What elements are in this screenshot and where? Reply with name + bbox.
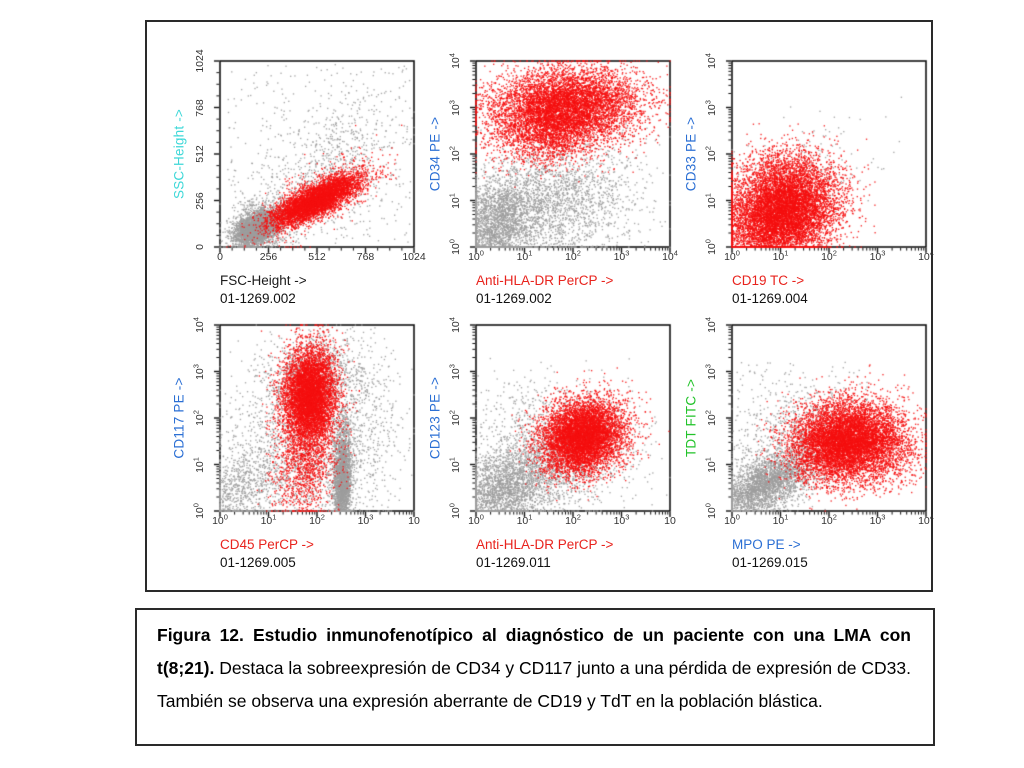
- x-tick-label: $10^1$: [772, 512, 789, 527]
- x-tick-label: $10^1$: [516, 512, 533, 527]
- plot-area: [171, 317, 420, 536]
- caption-bold-text: Figura 12. Estudio inmunofenotípico al diagnóstico de un paciente con una LMA con t(8;21).: [157, 625, 911, 678]
- y-tick-label: $10^2$: [703, 146, 718, 162]
- x-tick-label: $10^3$: [869, 248, 886, 263]
- x-tick-label: 10: [408, 515, 420, 527]
- file-id-label: 01-1269.005: [220, 555, 296, 570]
- x-tick-label: 256: [259, 251, 278, 263]
- x-tick-label: $10^1$: [260, 512, 277, 527]
- flow-plot-cd33-cd19: [679, 53, 934, 306]
- plot-area: [171, 49, 426, 272]
- y-axis-label: CD33 PE ->: [683, 116, 699, 192]
- y-tick-label: $10^3$: [447, 363, 462, 380]
- flow-plot-fsc-ssc: [167, 49, 426, 306]
- x-tick-label: 512: [308, 251, 326, 263]
- y-tick-label: $10^0$: [703, 503, 718, 519]
- x-tick-label: $10^3$: [613, 248, 630, 263]
- x-tick-label: $10^2$: [565, 512, 581, 527]
- x-tick-label: $10^4$: [918, 248, 934, 263]
- file-id-label: 01-1269.011: [476, 555, 551, 570]
- figure-caption: [135, 608, 935, 746]
- y-tick-label: $10^3$: [703, 363, 718, 380]
- y-tick-label: $10^3$: [447, 99, 462, 116]
- y-tick-label: $10^4$: [703, 317, 718, 333]
- x-tick-label: $10^4$: [662, 248, 678, 263]
- scatter-canvas: [469, 58, 675, 258]
- y-axis-label: TDT FITC ->: [683, 378, 699, 458]
- y-tick-label: $10^2$: [447, 410, 462, 426]
- flow-plot-cd123-hladr: [423, 317, 676, 570]
- scatter-canvas: [213, 322, 419, 522]
- x-tick-label: $10^3$: [613, 512, 630, 527]
- y-axis-label: CD117 PE ->: [171, 377, 187, 459]
- y-tick-label: $10^2$: [703, 410, 718, 426]
- x-tick-label: $10^2$: [821, 248, 837, 263]
- y-tick-label: $10^3$: [191, 363, 206, 380]
- y-tick-label: $10^1$: [447, 456, 462, 473]
- x-tick-label: $10^4$: [918, 512, 934, 527]
- x-tick-label: 1024: [402, 251, 426, 263]
- x-tick-label: $10^3$: [357, 512, 374, 527]
- x-axis-label: Anti-HLA-DR PerCP ->: [476, 273, 614, 288]
- x-tick-label: $10^2$: [821, 512, 837, 527]
- y-tick-label: $10^0$: [703, 239, 718, 255]
- y-tick-label: 1024: [194, 49, 206, 73]
- x-tick-label: $10^0$: [468, 248, 484, 263]
- y-tick-label: 0: [194, 244, 206, 250]
- y-tick-label: $10^4$: [191, 317, 206, 333]
- flow-plot-cd117-cd45: [167, 317, 420, 570]
- plot-area: [683, 53, 934, 272]
- scatter-canvas: [725, 58, 931, 258]
- file-id-label: 01-1269.002: [476, 291, 552, 306]
- x-tick-label: $10^0$: [212, 512, 228, 527]
- y-tick-label: 256: [194, 191, 206, 210]
- scatter-canvas: [725, 322, 931, 522]
- y-tick-label: $10^0$: [447, 503, 462, 519]
- figure-panel: [145, 20, 933, 592]
- y-tick-label: $10^2$: [191, 410, 206, 426]
- x-tick-label: $10^0$: [724, 512, 740, 527]
- x-axis-label: CD45 PerCP ->: [220, 537, 314, 552]
- x-tick-label: $10^3$: [869, 512, 886, 527]
- y-tick-label: $10^1$: [447, 192, 462, 209]
- y-tick-label: $10^3$: [703, 99, 718, 116]
- file-id-label: 01-1269.004: [732, 291, 808, 306]
- x-tick-label: 0: [217, 251, 223, 263]
- file-id-label: 01-1269.002: [220, 291, 296, 306]
- y-tick-label: 768: [194, 98, 206, 117]
- y-tick-label: $10^4$: [447, 317, 462, 333]
- caption-body-text: Destaca la sobreexpresión de CD34 y CD117 junto a una pérdida de expresión de CD33. También se observa una expresión aberrante de CD19 y TdT en la población blástica.: [157, 657, 911, 711]
- flow-plot-cd34-hladr: [423, 53, 678, 306]
- y-tick-label: $10^4$: [447, 53, 462, 69]
- x-tick-label: $10^2$: [309, 512, 325, 527]
- y-tick-label: 512: [194, 145, 206, 163]
- x-axis-label: MPO PE ->: [732, 537, 801, 552]
- x-axis-label: Anti-HLA-DR PerCP ->: [476, 537, 614, 552]
- x-tick-label: $10^0$: [724, 248, 740, 263]
- x-tick-label: $10^2$: [565, 248, 581, 263]
- plot-area: [683, 317, 934, 536]
- x-tick-label: 10: [664, 515, 676, 527]
- y-axis-label: CD34 PE ->: [427, 116, 443, 192]
- x-tick-label: $10^1$: [516, 248, 533, 263]
- y-tick-label: $10^4$: [703, 53, 718, 69]
- x-tick-label: $10^1$: [772, 248, 789, 263]
- plot-area: [427, 53, 678, 272]
- file-id-label: 01-1269.015: [732, 555, 808, 570]
- x-tick-label: $10^0$: [468, 512, 484, 527]
- x-axis-label: CD19 TC ->: [732, 273, 805, 288]
- y-axis-label: CD123 PE ->: [427, 376, 443, 460]
- y-tick-label: $10^2$: [447, 146, 462, 162]
- scatter-canvas: [213, 58, 419, 258]
- y-tick-label: $10^1$: [191, 456, 206, 473]
- y-tick-label: $10^1$: [703, 456, 718, 473]
- y-tick-label: $10^0$: [191, 503, 206, 519]
- x-axis-label: FSC-Height ->: [220, 273, 307, 288]
- y-axis-label: SSC-Height ->: [171, 108, 187, 200]
- x-tick-label: 768: [356, 251, 375, 263]
- scatter-canvas: [469, 322, 675, 522]
- y-tick-label: $10^0$: [447, 239, 462, 255]
- y-tick-label: $10^1$: [703, 192, 718, 209]
- plot-area: [427, 317, 676, 536]
- flow-plot-tdt-mpo: [679, 317, 934, 570]
